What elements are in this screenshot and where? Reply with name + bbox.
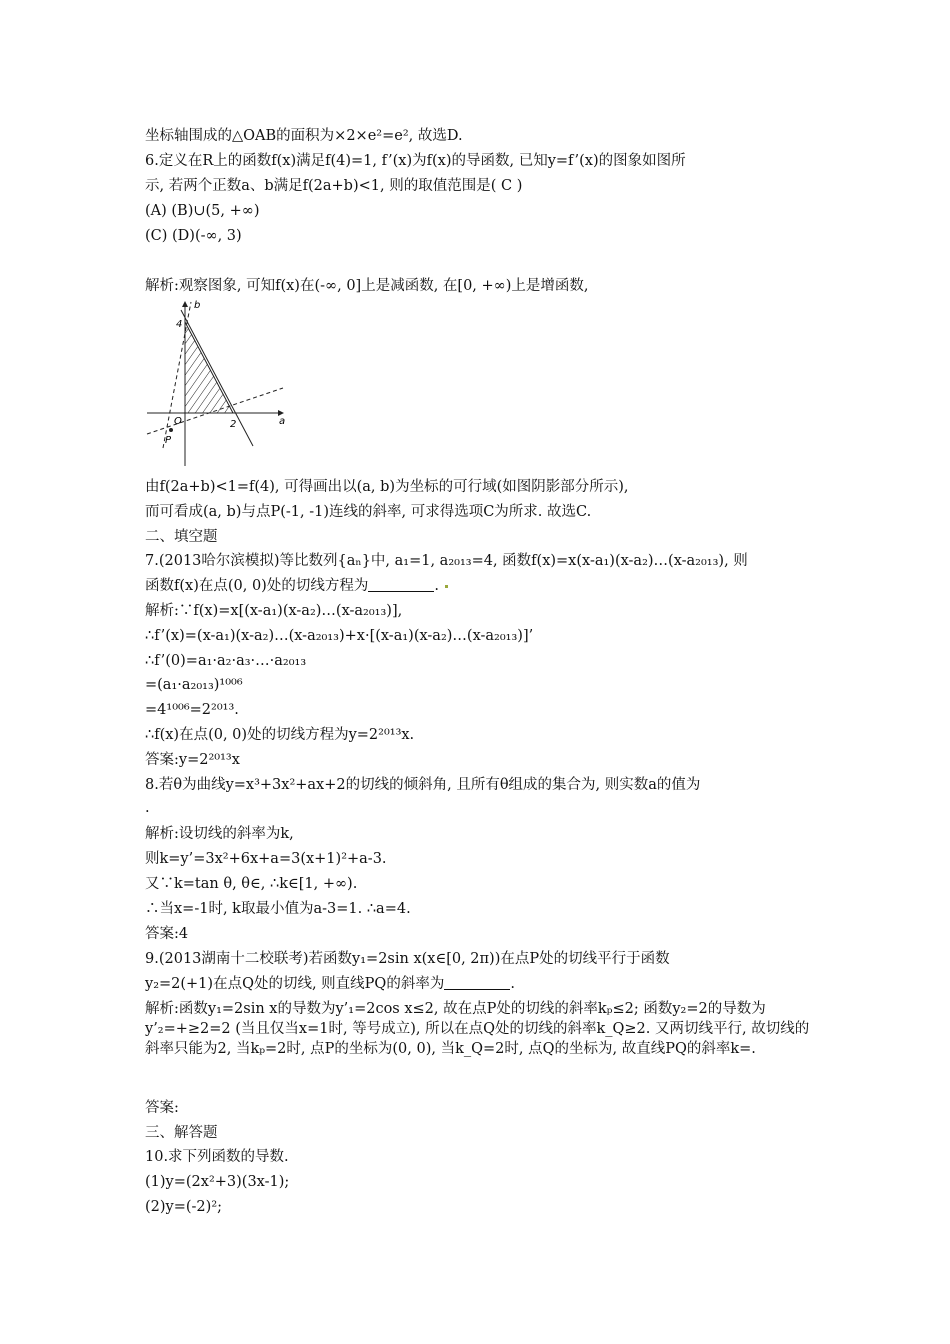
solution-8-line-3: 又∵k=tan θ, θ∈, ∴k∈[1, +∞). (145, 876, 358, 892)
solution-7-line-3: ∴f’(0)=a₁·a₂·a₃·…·a₂₀₁₃ (145, 653, 307, 669)
question-8-line-2: . (145, 800, 150, 816)
section-heading-fill-in: 二、填空题 (145, 529, 218, 545)
question-6-line-1: 6.定义在R上的函数f(x)满足f(4)=1, f’(x)为f(x)的导函数, 已知y=f’(x)的图象如图所 (145, 153, 686, 169)
question-10-part-2: (2)y=(-2)²; (145, 1199, 223, 1215)
tick-4-label: 4 (176, 319, 183, 330)
option-a-b: (A) (B)∪(5, +∞) (145, 203, 260, 219)
answer-8: 答案:4 (145, 926, 189, 942)
solution-7-line-6: ∴f(x)在点(0, 0)处的切线方程为y=2²⁰¹³x. (145, 727, 415, 743)
solution-9: 解析:函数y₁=2sin x的导数为y’₁=2cos x≤2, 故在点P处的切线的斜率kₚ≤2; 函数y₂=2的导数为y’₂=+≥2=2 (当且仅当x=1时, 等号成立), 所以在点Q处的切线的斜率k_Q≥2. 又两切线平行, 故切线的斜率只能为2, 当kₚ=2时, 点P的坐标为(0, 0), 当k_Q=2时, 点Q的坐标为, 故直线PQ的斜率k=. (145, 1001, 810, 1057)
solution-6-line-1: 解析:观察图象, 可知f(x)在(-∞, 0]上是减函数, 在[0, +∞)上是增函数, (145, 278, 589, 294)
answer-9: 答案: (145, 1100, 179, 1116)
question-10: 10.求下列函数的导数. (145, 1149, 289, 1165)
answer-7: 答案:y=2²⁰¹³x (145, 752, 240, 768)
answer-blank (368, 577, 434, 592)
axis-b-label: b (194, 300, 201, 311)
stray-mark (445, 585, 448, 588)
solution-8-line-1: 解析:设切线的斜率为k, (145, 826, 294, 842)
point-p-label: P (165, 435, 172, 446)
question-9-text: y₂=2(+1)在点Q处的切线, 则直线PQ的斜率为 (145, 976, 445, 992)
solution-8-line-2: 则k=y’=3x²+6x+a=3(x+1)²+a-3. (145, 851, 387, 867)
point-p (169, 428, 173, 432)
axis-a-label: a (279, 416, 286, 427)
question-7-text: 函数f(x)在点(0, 0)处的切线方程为 (145, 578, 369, 594)
question-7-line-2: 函数f(x)在点(0, 0)处的切线方程为 . (145, 576, 448, 596)
answer-blank (444, 975, 510, 990)
option-c-d: (C) (D)(-∞, 3) (145, 228, 242, 244)
section-heading-solve: 三、解答题 (145, 1125, 218, 1141)
shaded-region (185, 322, 233, 413)
solution-7-line-5: =4¹⁰⁰⁶=2²⁰¹³. (145, 702, 239, 718)
question-9-line-2: y₂=2(+1)在点Q处的切线, 则直线PQ的斜率为 . (145, 976, 515, 992)
text-line: 坐标轴围成的△OAB的面积为×2×e²=e², 故选D. (145, 128, 463, 144)
solution-7-line-4: =(a₁·a₂₀₁₃)¹⁰⁰⁶ (145, 677, 243, 693)
solution-7-line-1: 解析:∵f(x)=x[(x-a₁)(x-a₂)…(x-a₂₀₁₃)], (145, 603, 403, 619)
question-10-part-1: (1)y=(2x²+3)(3x-1); (145, 1174, 290, 1190)
question-9-line-1: 9.(2013湖南十二校联考)若函数y₁=2sin x(x∈[0, 2π))在点P处的切线平行于函数 (145, 951, 670, 967)
question-7-line-1: 7.(2013哈尔滨模拟)等比数列{aₙ}中, a₁=1, a₂₀₁₃=4, 函数f(x)=x(x-a₁)(x-a₂)…(x-a₂₀₁₃), 则 (145, 553, 748, 569)
question-8-line-1: 8.若θ为曲线y=x³+3x²+ax+2的切线的倾斜角, 且所有θ组成的集合为, 则实数a的值为 (145, 777, 701, 793)
solution-8-line-4: ∴当x=-1时, k取最小值为a-3=1. ∴a=4. (145, 901, 411, 917)
solution-7-line-2: ∴f’(x)=(x-a₁)(x-a₂)…(x-a₂₀₁₃)+x·[(x-a₁)(x-a₂)…(x-a₂₀₁₃)]’ (145, 628, 534, 644)
origin-label: O (174, 416, 182, 427)
solution-6-line-2: 由f(2a+b)<1=f(4), 可得画出以(a, b)为坐标的可行域(如图阴影部分所示), (145, 479, 629, 495)
question-6-line-2: 示, 若两个正数a、b满足f(2a+b)<1, 则的取值范围是( C ) (145, 178, 523, 194)
solution-6-line-3: 而可看成(a, b)与点P(-1, -1)连线的斜率, 可求得选项C为所求. 故选C. (145, 504, 592, 520)
feasible-region-figure (145, 296, 290, 468)
tick-2-label: 2 (230, 419, 237, 430)
